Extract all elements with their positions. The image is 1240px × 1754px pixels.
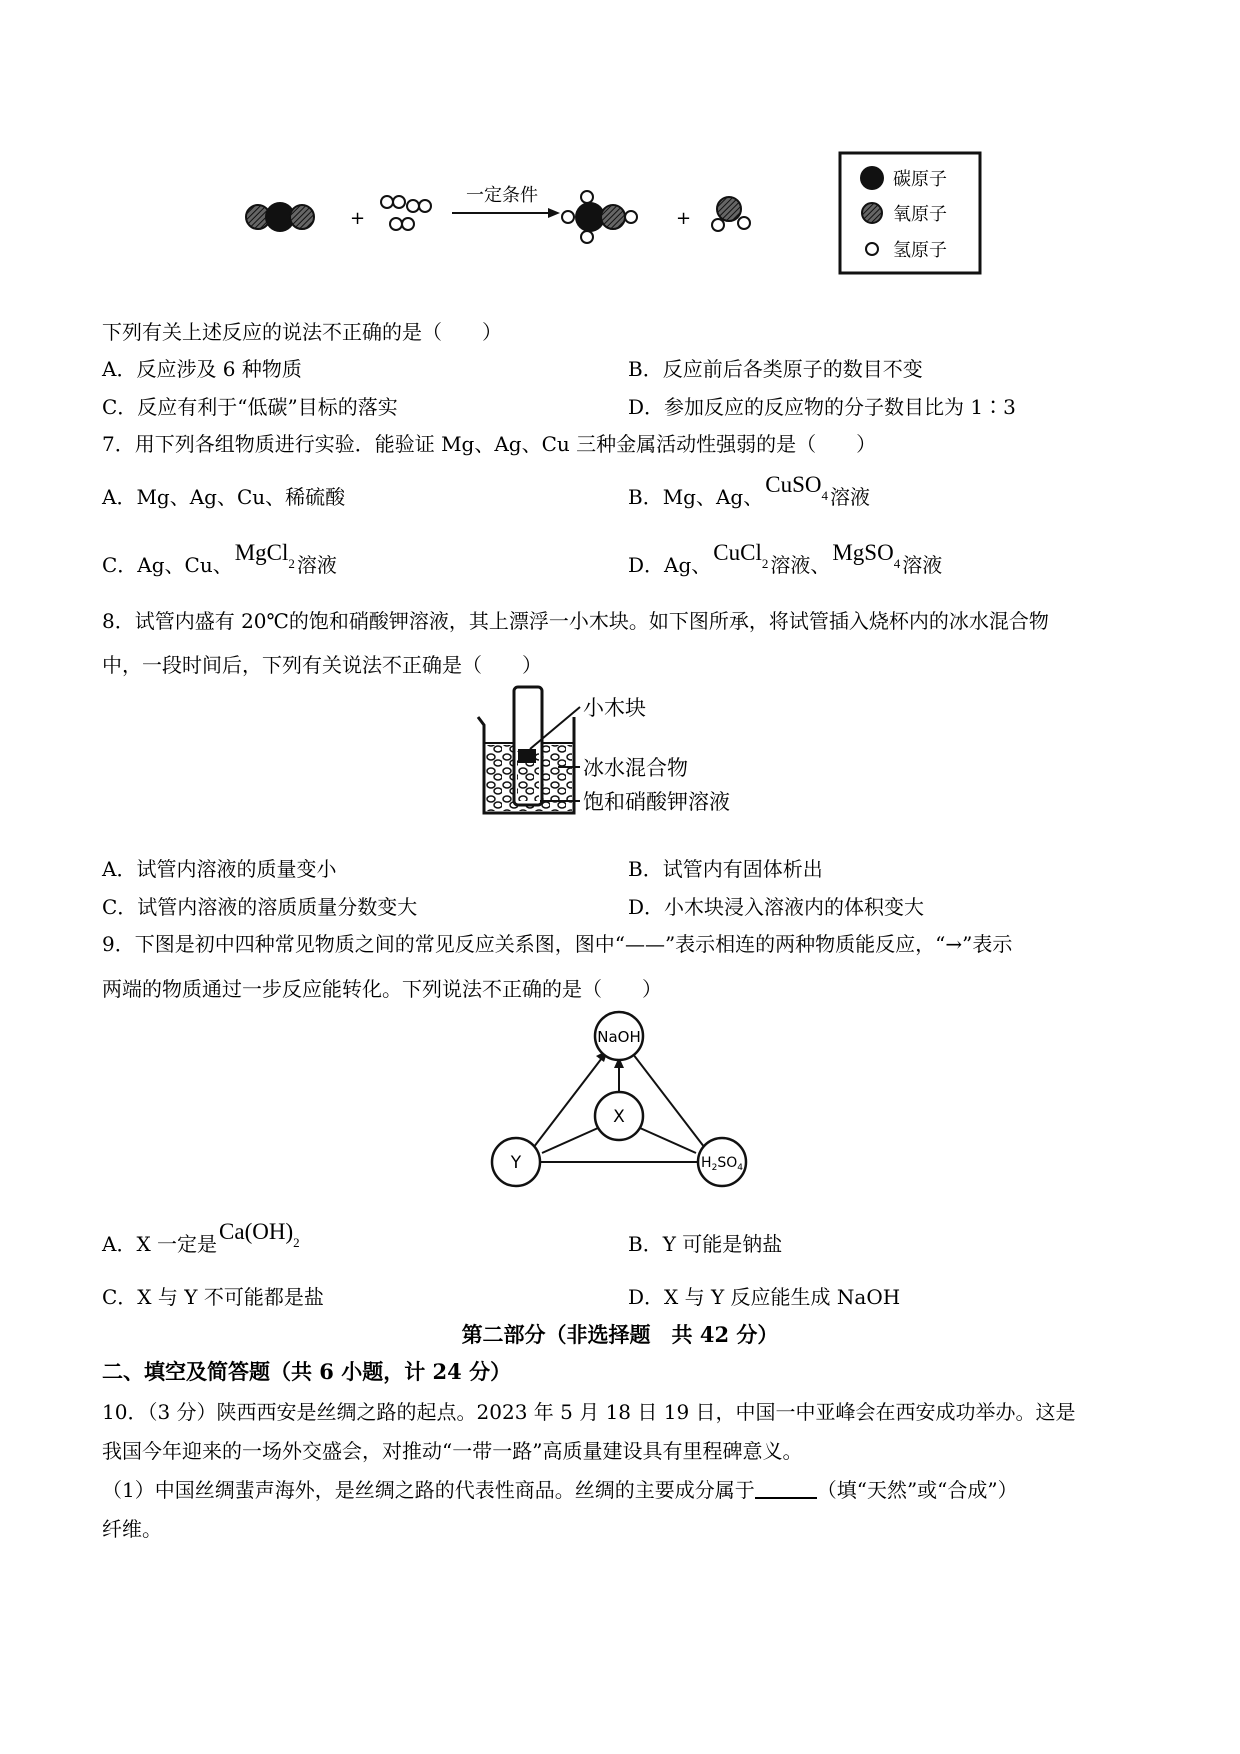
q7-option-d [628,540,943,590]
q7-option-d-mid: 溶液、 [770,553,831,577]
reaction-diagram [230,145,1000,295]
reaction-condition: 一定条件 [466,185,538,206]
h2-molecules [381,196,431,230]
formula-mgcl2: MgCl$_2$ [234,540,295,571]
q6-stem: 下列有关上述反应的说法不正确的是（ ） [102,320,502,344]
q9-option-a [102,1219,302,1269]
answer-blank[interactable] [755,1477,817,1499]
q6-option-d: D．参加反应的反应物的分子数目比为 1∶3 [628,395,1016,419]
q7-option-c-prefix: C．Ag、Cu、 [102,553,233,577]
q9-option-c: C．X 与 Y 不可能都是盐 [102,1285,324,1309]
part2-title: 第二部分（非选择题 共 42 分） [461,1322,779,1347]
q8-stem-line1: 8．试管内盛有 20℃的饱和硝酸钾溶液，其上漂浮一小木块。如下图所承，将试管插入烧杯内的冰水混合物 [102,609,1049,633]
edge-x-h2so4 [640,1128,696,1153]
q8-option-c: C．试管内溶液的溶质质量分数变大 [102,895,418,919]
legend-carbon: 碳原子 [893,169,947,190]
formula-mgso4: MgSO$_4$ [832,540,901,571]
q10-line2: 我国今年迎来的一场外交盛会，对推动“一带一路”高质量建设具有里程碑意义。 [102,1439,803,1463]
q7-option-c-suffix: 溶液 [296,553,337,577]
q10-line3-prefix: （1）中国丝绸蜚声海外，是丝绸之路的代表性商品。丝绸的主要成分属于 [102,1478,755,1502]
plus-sign-2: + [676,208,692,229]
edge-naoh-h2so4 [633,1054,708,1152]
q9-option-d: D．X 与 Y 反应能生成 NaOH [628,1285,901,1309]
q10-line3 [102,1476,1018,1504]
q7-option-c [102,540,337,590]
legend-hydrogen: 氢原子 [893,240,947,261]
formula-caoh2: $Ca(OH)_2$ [219,1219,300,1250]
q8-option-b: B．试管内有固体析出 [628,857,823,881]
q8-stem-line2: 中，一段时间后，下列有关说法不正确是（ ） [102,653,542,677]
q9-stem-line2: 两端的物质通过一步反应能转化。下列说法不正确的是（ ） [102,977,662,1001]
q7-option-b-suffix: 溶液 [829,485,870,509]
svg-text:H2SO4: $H_2SO_4$ [701,1155,743,1173]
label-ice-water: 冰水混合物 [583,756,688,780]
formula-cuso4: CuSO$_4$ [765,472,828,503]
q10-line1: 10．（3 分）陕西西安是丝绸之路的起点。2023 年 5 月 18 日 19 日，中国一中亚峰会在西安成功举办。这是 [102,1400,1076,1424]
q7-option-a: A．Mg、Ag、Cu、稀硫酸 [102,485,346,509]
svg-text:NaOH: NaOH [597,1028,641,1046]
q7-option-d-suffix: 溶液 [902,553,943,577]
q6-option-c: C．反应有利于“低碳”目标的落实 [102,395,398,419]
q8-option-d: D．小木块浸入溶液内的体积变大 [628,895,925,919]
formula-cucl2: CuCl$_2$ [713,540,769,571]
legend-oxygen: 氧原子 [893,204,947,225]
edge-y-to-naoh [530,1054,605,1152]
atom-legend [840,153,980,273]
q7-option-b [628,472,870,522]
relation-diagram [490,1010,750,1200]
q7-option-b-prefix: B．Mg、Ag、 [628,485,764,509]
section-heading: 二、填空及简答题（共 6 小题，计 24 分） [102,1359,512,1384]
svg-text:Y: Y [510,1153,522,1173]
plus-sign: + [350,208,366,229]
q9-option-a-prefix: A．X 一定是 [102,1232,218,1256]
edge-x-y [542,1128,598,1153]
co2-molecule [246,202,314,232]
q7-stem: 7．用下列各组物质进行实验．能验证 Mg、Ag、Cu 三种金属活动性强弱的是（ ） [102,432,877,456]
water-molecule [712,197,750,231]
q6-option-a: A．反应涉及 6 种物质 [102,357,302,381]
q10-line3-suffix: （填“天然”或“合成”） [816,1478,1018,1502]
q6-option-b: B．反应前后各类原子的数目不变 [628,357,923,381]
svg-text:X: X [613,1107,625,1127]
label-kno3-solution: 饱和硝酸钾溶液 [583,790,730,814]
q10-line4: 纤维。 [102,1517,162,1541]
q9-stem-line1: 9．下图是初中四种常见物质之间的常见反应关系图，图中“——”表示相连的两种物质能反应，“→”表示 [102,932,1013,956]
methanol-molecule [562,191,637,243]
q7-option-d-prefix: D．Ag、 [628,553,712,577]
beaker-diagram [470,683,790,823]
q8-option-a: A．试管内溶液的质量变小 [102,857,337,881]
label-wood-block: 小木块 [583,696,646,720]
q9-option-b: B．Y 可能是钠盐 [628,1232,783,1256]
